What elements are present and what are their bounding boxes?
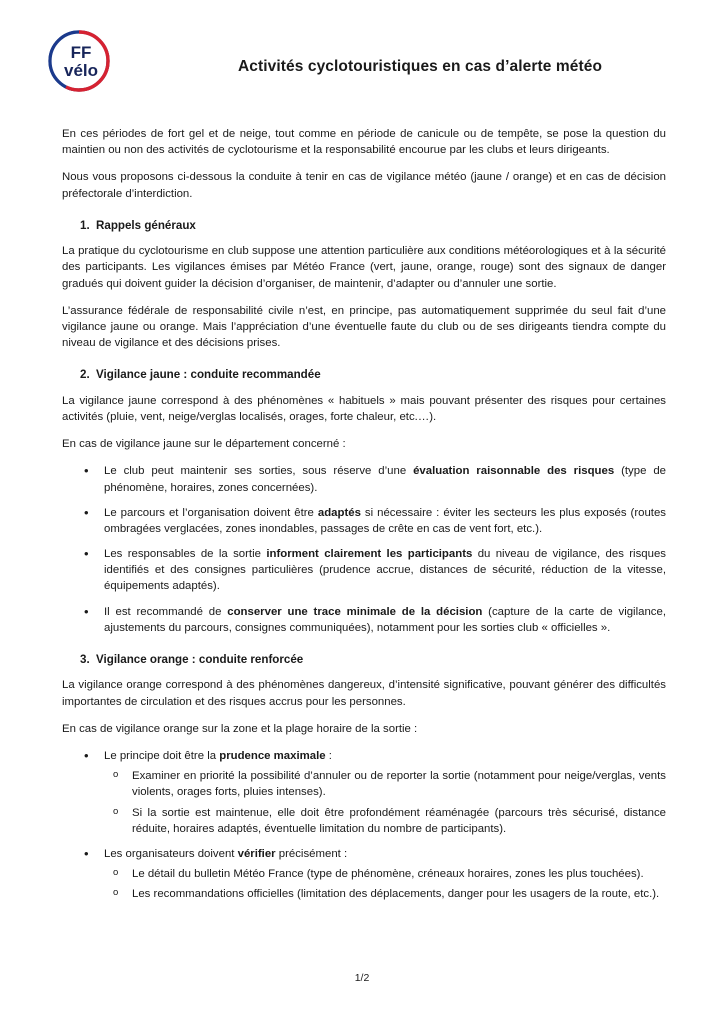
section-heading-3 [62, 652, 666, 668]
section-heading-1 [62, 218, 666, 234]
sub-list-item: o Le détail du bulletin Météo France (type de phénomène, créneaux horaires, zones les plus touchées). [104, 866, 666, 882]
bullet-text-pre: Les responsables de la sortie [104, 548, 267, 561]
section-number-2: 2. [80, 368, 90, 382]
section-2-bullet-list [62, 463, 666, 636]
bullet-text-pre: Les organisateurs doivent [104, 847, 238, 860]
ffvelo-logo [36, 30, 122, 92]
bullet-text-pre: Le parcours et l’organisation doivent être [104, 506, 318, 519]
bullet-text-bold: informent clairement les participants [266, 548, 473, 561]
document-header [0, 0, 724, 110]
section-3-paragraph-2: En cas de vigilance orange sur la zone et la plage horaire de la sortie : [62, 722, 418, 735]
section-title-1: Rappels généraux [96, 218, 196, 232]
intro-paragraph-1: En ces périodes de fort gel et de neige, tout comme en période de canicule ou de tempête, se pose la question du maintien ou non des activités de cyclotourisme et la responsabilité encourue par les clubs et leurs dirigeants. [62, 128, 666, 157]
svg-text:FF: FF [70, 43, 92, 62]
page-title: Activités cyclotouristiques en cas d’alerte météo [237, 58, 603, 75]
section-title-3: Vigilance orange : conduite renforcée [96, 653, 304, 667]
svg-text:vélo: vélo [63, 61, 99, 80]
sub-list-item: o Si la sortie est maintenue, elle doit être profondément réaménagée (parcours très sécurisé, distance réduite, horaires adaptés, éventuelle limitation du nombre de participants). [104, 805, 666, 837]
bullet-text-post: précisément : [275, 847, 348, 860]
section-number-3: 3. [80, 653, 90, 667]
bullet-text-post: : [325, 750, 332, 763]
list-item [62, 505, 666, 537]
bullet-text-pre: Il est recommandé de [104, 605, 228, 618]
bullet-text-post: si nécessaire : éviter les secteurs les plus exposés (routes ombragées verglacées, zones inondables, passages de crête en cas de vent fort, etc.). [104, 506, 667, 535]
sub-list-item: o Les recommandations officielles (limitation des déplacements, danger pour les usagers de la route, etc.). [104, 886, 666, 902]
list-item [62, 463, 666, 495]
page-number: 1/2 [354, 972, 370, 984]
bullet-text-pre: Le club peut maintenir ses sorties, sous réserve d’une [104, 465, 414, 478]
bullet-text-post: du niveau de vigilance, des risques identifiés et des consignes particulières (prudence accrue, distances de sécurité, réduction de la vitesse, équipements adaptés). [104, 548, 666, 593]
section-2-paragraph-2: En cas de vigilance jaune sur le département concerné : [62, 438, 346, 451]
sub-list [104, 866, 666, 902]
section-heading-2 [62, 367, 666, 383]
list-item [62, 846, 666, 903]
section-2-paragraph-1: La vigilance jaune correspond à des phénomènes « habituels » mais pouvant présenter des risques pour certaines activités (pluie, vent, neige/verglas localisés, orages, forte chaleur, etc.…). [62, 394, 666, 423]
bullet-text-pre: Le principe doit être la [104, 750, 220, 763]
bullet-text-bold: conserver une trace minimale de la décision [227, 605, 483, 618]
list-item [62, 748, 666, 837]
bullet-text-bold: adaptés [317, 506, 361, 519]
section-number-1: 1. [80, 218, 90, 232]
sub-list-item: o Examiner en priorité la possibilité d’annuler ou de reporter la sortie (notamment pour neige/verglas, vents violents, orages forts, pluies intenses). [104, 768, 666, 800]
section-3-bullet-list [62, 748, 666, 903]
section-3-paragraph-1: La vigilance orange correspond à des phénomènes dangereux, d’intensité significative, pouvant générer des difficultés importantes de circulation et des risques accrus pour les personnes. [62, 679, 666, 708]
bullet-text-bold: vérifier [237, 847, 276, 860]
bullet-text-post: (capture de la carte de vigilance, ajustements du parcours, consignes communiquées), notamment pour les sorties club « officielles ». [104, 605, 666, 634]
list-item [62, 604, 666, 636]
list-item [62, 546, 666, 595]
intro-paragraph-2: Nous vous proposons ci-dessous la conduite à tenir en cas de vigilance météo (jaune / orange) et en cas de décision préfectorale d’interdiction. [62, 171, 666, 200]
bullet-text-bold: évaluation raisonnable des risques [413, 465, 615, 478]
section-title-2: Vigilance jaune : conduite recommandée [96, 368, 321, 382]
sub-list [104, 768, 666, 837]
section-1-paragraph-1: La pratique du cyclotourisme en club suppose une attention particulière aux conditions météorologiques et à la sécurité des participants. Les vigilances émises par Météo France (vert, jaune, orange, rouge) sont des signaux de danger gradués qui doivent guider la décision d’organiser, de maintenir, d’adapter ou d’annuler une sortie. [62, 245, 666, 290]
section-1-paragraph-2: L’assurance fédérale de responsabilité civile n’est, en principe, pas automatiquement supprimée du seul fait d’une vigilance jaune ou orange. Mais l’appréciation d’une éventuelle faute du club ou de ses dirigeants tiendra compte du niveau de vigilance et des décisions prises. [62, 304, 666, 350]
bullet-text-post: (type de phénomène, horaires, zones concernées). [104, 465, 666, 494]
bullet-text-bold: prudence maximale [219, 750, 326, 763]
document-body [62, 126, 666, 913]
